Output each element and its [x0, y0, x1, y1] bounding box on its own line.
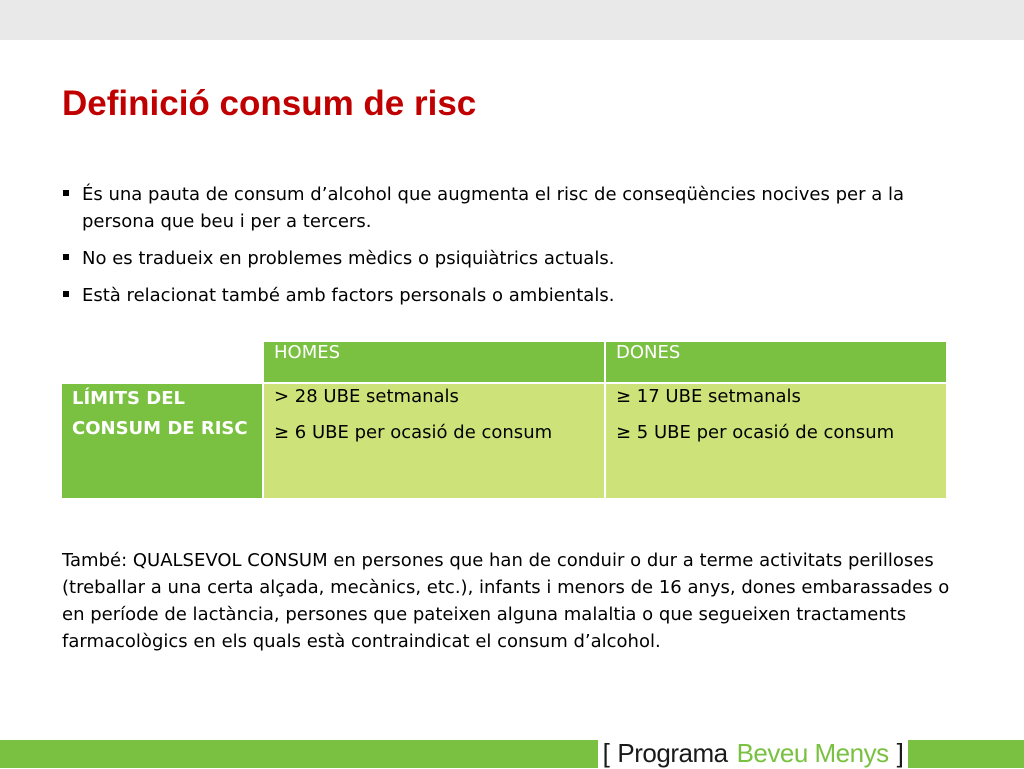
row-header-limits: LÍMITS DEL CONSUM DE RISC: [61, 383, 263, 499]
bracket-open: [: [602, 737, 610, 768]
bullet-item: Està relacionat també amb factors personals o ambientals.: [62, 282, 942, 309]
table-row: [61, 383, 947, 499]
cell-homes: [263, 383, 605, 499]
cell-dones: [605, 383, 947, 499]
brand-text-programa: Programa: [617, 737, 728, 768]
table-corner-cell: [61, 341, 263, 383]
bullet-item: No es tradueix en problemes mèdics o psiquiàtrics actuals.: [62, 245, 942, 272]
top-band: [0, 0, 1024, 40]
note-paragraph: També: QUALSEVOL CONSUM en persones que han de conduir o dur a terme activitats perilloses (treballar a una certa alçada, mecànics, etc.), infants i menors de 16 anys, dones embarassades o en període de lactància, persones que pateixen alguna malaltia o que segueixen tractaments farmacològics en els quals està contraindicat el consum d’alcohol.: [62, 550, 950, 652]
column-header-homes: HOMES: [263, 341, 605, 383]
brand-logo: [598, 738, 908, 768]
limits-table: [60, 340, 948, 500]
slide-title: Definició consum de risc: [62, 84, 477, 123]
bullet-item: És una pauta de consum d’alcohol que augmenta el risc de conseqüències nocives per a la persona que beu i per a tercers.: [62, 181, 942, 235]
table-header-row: [61, 341, 947, 383]
cell-line: ≥ 6 UBE per ocasió de consum: [274, 422, 553, 443]
cell-line: > 28 UBE setmanals: [274, 386, 459, 407]
column-header-dones: DONES: [605, 341, 947, 383]
cell-line: ≥ 17 UBE setmanals: [616, 386, 801, 407]
cell-line: ≥ 5 UBE per ocasió de consum: [616, 422, 895, 443]
bracket-close: ]: [896, 737, 904, 768]
brand-text-beveu-menys: Beveu Menys: [736, 737, 889, 768]
bullet-list: [62, 181, 942, 319]
